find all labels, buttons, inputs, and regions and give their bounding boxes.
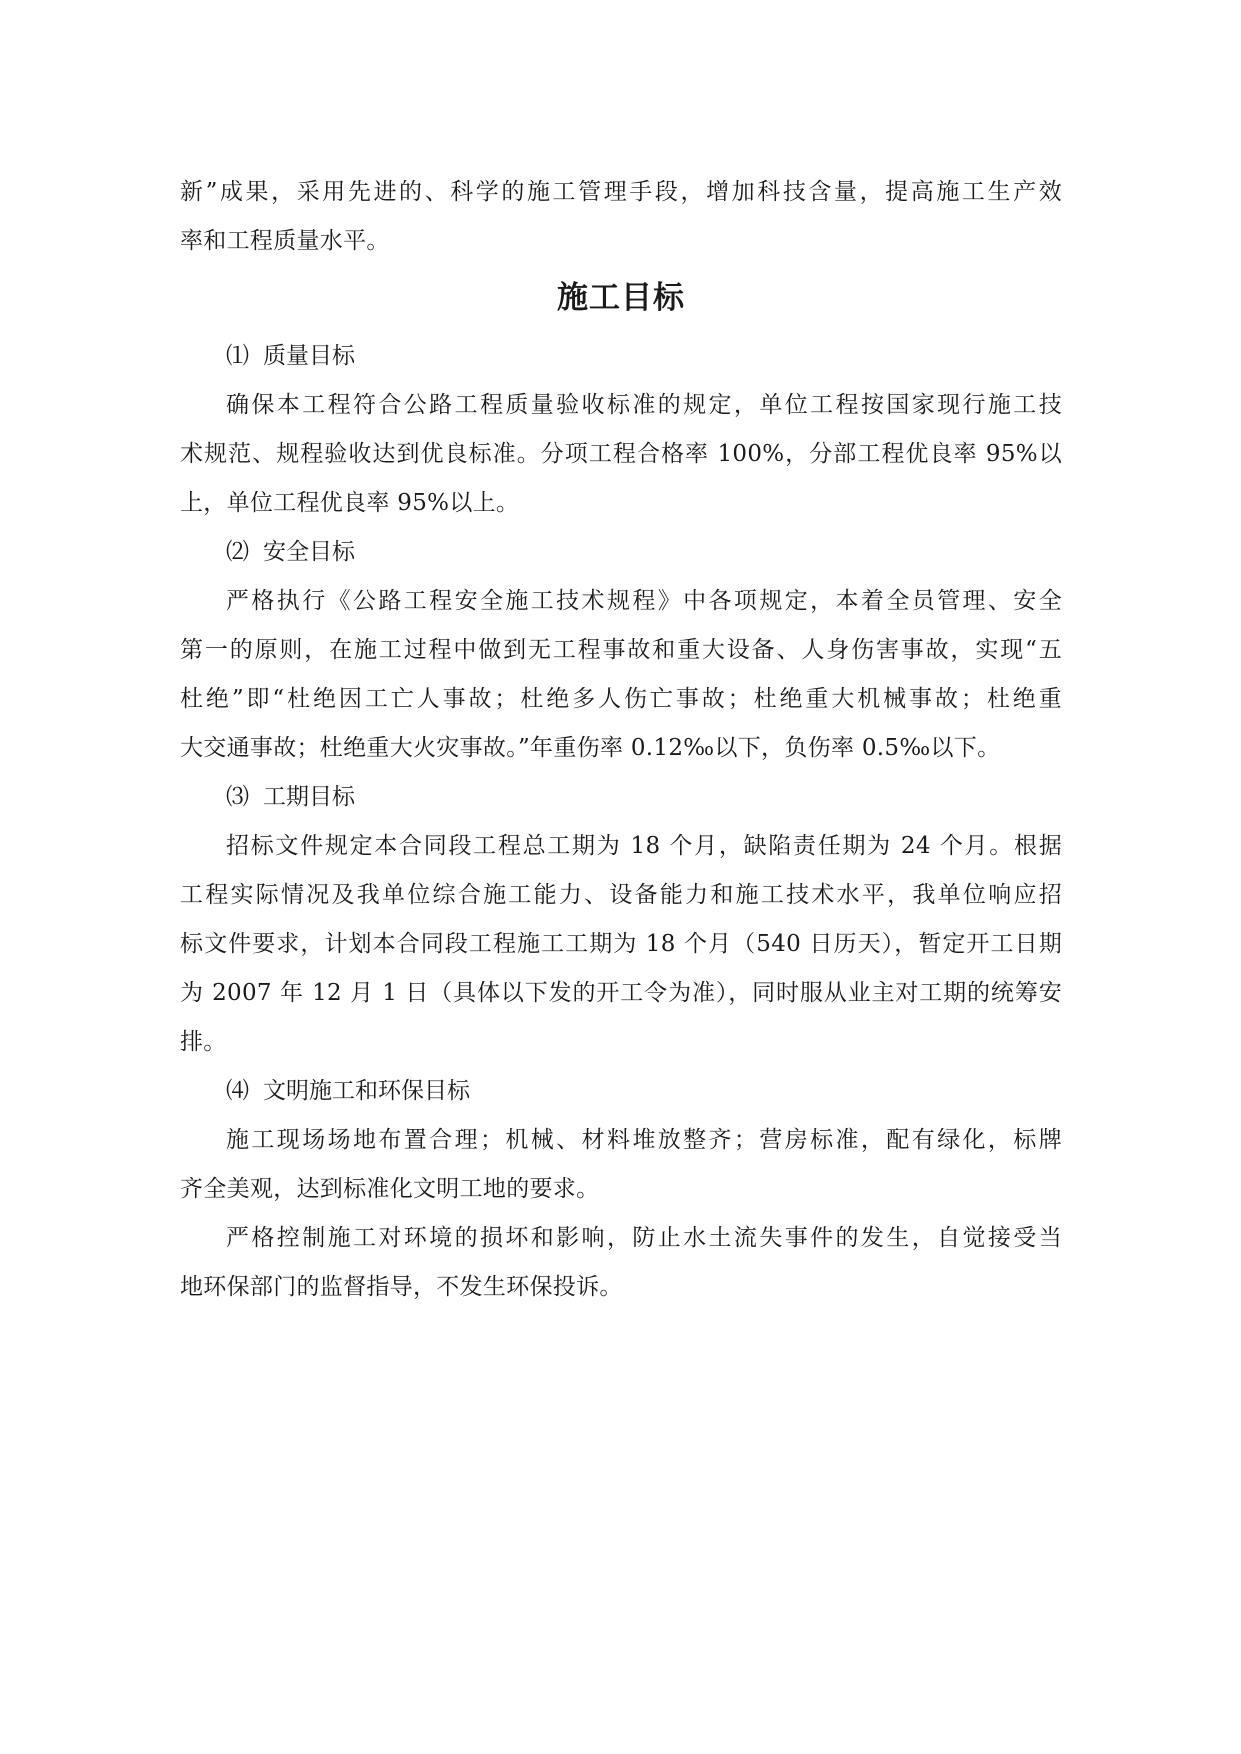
intro-line-1: 新”成果，采用先进的、科学的施工管理手段，增加科技含量，提高施工生产效 bbox=[180, 179, 1062, 205]
civilization-para2-line-1: 严格控制施工对环境的损坏和影响，防止水土流失事件的发生，自觉接受当 bbox=[226, 1225, 1062, 1251]
quality-line-1: 确保本工程符合公路工程质量验收标准的规定，单位工程按国家现行施工技 bbox=[226, 392, 1062, 418]
schedule-line-2: 工程实际情况及我单位综合施工能力、设备能力和施工技术水平，我单位响应招 bbox=[180, 882, 1062, 908]
schedule-line-4: 为 2007 年 12 月 1 日（具体以下发的开工令为准），同时服从业主对工期的统筹安 bbox=[180, 980, 1062, 1006]
civilization-para1-line-2: 齐全美观，达到标准化文明工地的要求。 bbox=[180, 1176, 600, 1202]
quality-line-3: 上，单位工程优良率 95%以上。 bbox=[180, 490, 520, 516]
document-page bbox=[180, 168, 1062, 1312]
safety-line-4: 大交通事故；杜绝重大火灾事故。”年重伤率 0.12‰以下，负伤率 0.5‰以下。 bbox=[180, 735, 1001, 761]
safety-heading bbox=[180, 528, 1062, 577]
civilization-heading-text: 文明施工和环保目标 bbox=[263, 1078, 470, 1104]
section-title: 施工目标 bbox=[557, 280, 685, 316]
schedule-line-1: 招标文件规定本合同段工程总工期为 18 个月，缺陷责任期为 24 个月。根据 bbox=[226, 833, 1062, 859]
safety-heading-text: 安全目标 bbox=[263, 539, 355, 565]
quality-number: ⑴ bbox=[226, 343, 249, 369]
intro-line-2: 率和工程质量水平。 bbox=[180, 228, 390, 254]
safety-line-1: 严格执行《公路工程安全施工技术规程》中各项规定，本着全员管理、安全 bbox=[226, 588, 1062, 614]
safety-line-2: 第一的原则，在施工过程中做到无工程事故和重大设备、人身伤害事故，实现“五 bbox=[180, 637, 1062, 663]
civilization-para2-line-2: 地环保部门的监督指导，不发生环保投诉。 bbox=[180, 1274, 623, 1300]
schedule-line-5: 排。 bbox=[180, 1029, 227, 1055]
schedule-heading bbox=[180, 773, 1062, 822]
schedule-line-3: 标文件要求，计划本合同段工程施工工期为 18 个月（540 日历天），暂定开工日期 bbox=[180, 931, 1062, 957]
quality-line-2: 术规范、规程验收达到优良标准。分项工程合格率 100%，分部工程优良率 95%以 bbox=[180, 441, 1062, 467]
schedule-heading-text: 工期目标 bbox=[263, 784, 355, 810]
schedule-number: ⑶ bbox=[226, 784, 249, 810]
safety-line-3: 杜绝”即“杜绝因工亡人事故；杜绝多人伤亡事故；杜绝重大机械事故；杜绝重 bbox=[180, 686, 1062, 712]
civilization-number: ⑷ bbox=[226, 1078, 249, 1104]
quality-heading bbox=[180, 332, 1062, 381]
civilization-heading bbox=[180, 1067, 1062, 1116]
quality-heading-text: 质量目标 bbox=[263, 343, 355, 369]
civilization-para1-line-1: 施工现场场地布置合理；机械、材料堆放整齐；营房标准，配有绿化，标牌 bbox=[226, 1127, 1062, 1153]
safety-number: ⑵ bbox=[226, 539, 249, 565]
